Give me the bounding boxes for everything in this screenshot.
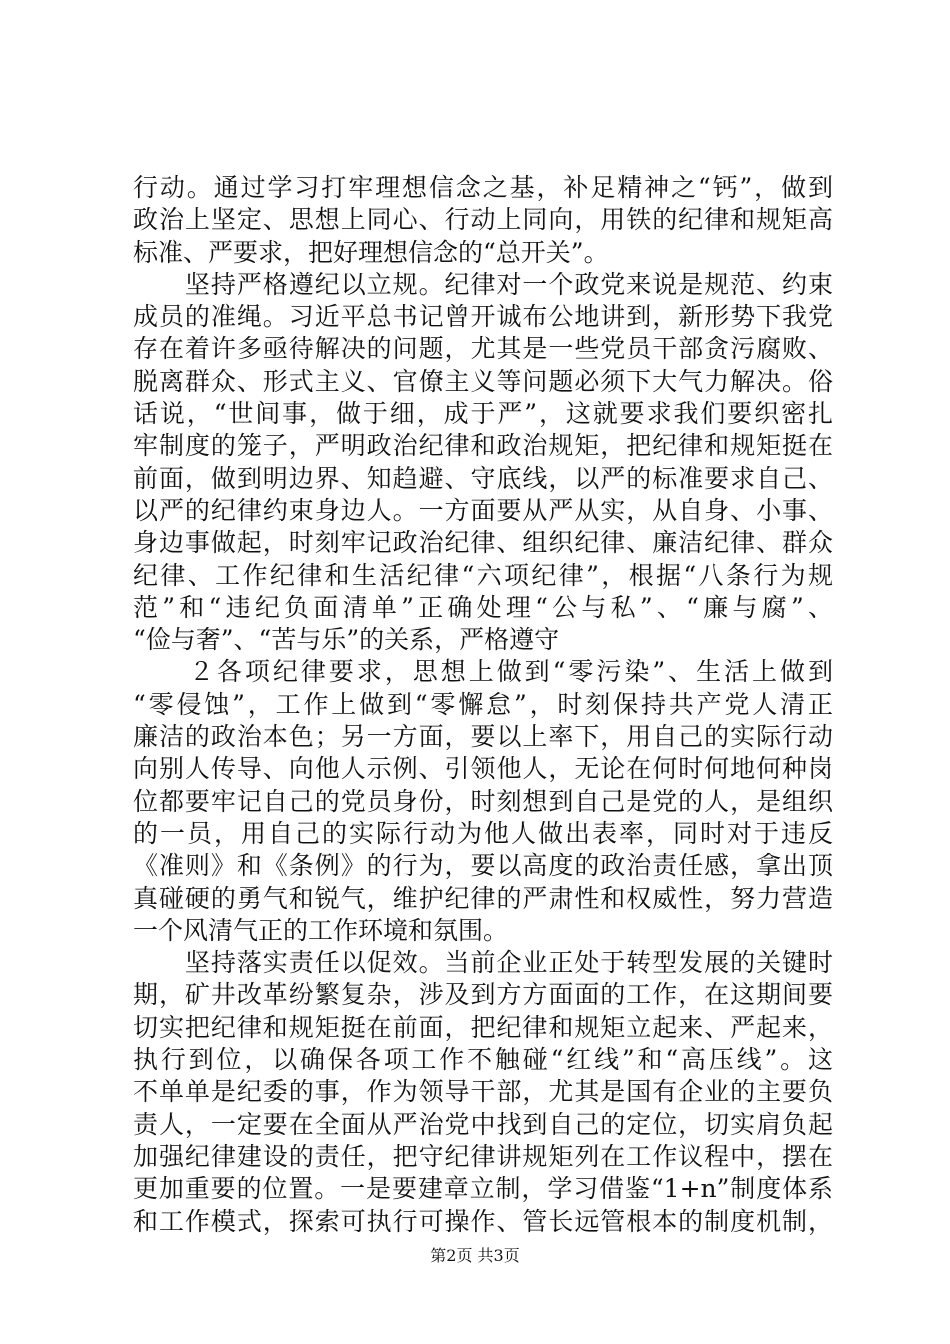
text-line: 位都要牢记自己的党员身份，时刻想到自己是党的人，是组织 <box>133 786 833 816</box>
text-line: 加强纪律建设的责任，把守纪律讲规矩列在工作议程中，摆在 <box>133 1141 833 1171</box>
document-body <box>133 172 833 1238</box>
text-line: 执行到位，以确保各项工作不触碰“红线”和“高压线”。这 <box>133 1045 833 1075</box>
text-line: 向别人传导、向他人示例、引领他人，无论在何时何地何种岗 <box>133 754 833 784</box>
page-footer: 第2页 共3页 <box>430 1246 520 1265</box>
text-line: 存在着许多亟待解决的问题，尤其是一些党员干部贪污腐败、 <box>133 334 833 364</box>
text-line: 坚持严格遵纪以立规。纪律对一个政党来说是规范、约束 <box>133 269 833 299</box>
text-line: “俭与奢”、“苦与乐”的关系，严格遵守 <box>133 625 560 655</box>
text-line: 廉洁的政治本色；另一方面，要以上率下，用自己的实际行动 <box>133 722 833 752</box>
text-line: ２各项纪律要求，思想上做到“零污染”、生活上做到 <box>133 657 833 687</box>
text-line: 成员的准绳。习近平总书记曾开诚布公地讲到，新形势下我党 <box>133 302 833 332</box>
text-line: 期，矿井改革纷繁复杂，涉及到方方面面的工作，在这期间要 <box>133 980 833 1010</box>
text-line: 范”和“违纪负面清单”正确处理“公与私”、“廉与腐”、 <box>133 592 833 622</box>
text-line: 前面，做到明边界、知趋避、守底线，以严的标准要求自己、 <box>133 463 833 493</box>
text-line: 真碰硬的勇气和锐气，维护纪律的严肃性和权威性，努力营造 <box>133 883 833 913</box>
text-line: 牢制度的笼子，严明政治纪律和政治规矩，把纪律和规矩挺在 <box>133 431 833 461</box>
text-line: 一个风清气正的工作环境和氛围。 <box>133 915 509 945</box>
text-line: 身边事做起，时刻牢记政治纪律、组织纪律、廉洁纪律、群众 <box>133 528 833 558</box>
text-line: 政治上坚定、思想上同心、行动上同向，用铁的纪律和规矩高 <box>133 205 833 235</box>
text-line: 纪律、工作纪律和生活纪律“六项纪律”，根据“八条行为规 <box>133 560 833 590</box>
text-line: 更加重要的位置。一是要建章立制，学习借鉴“1+n”制度体系 <box>133 1174 833 1204</box>
text-line: 不单单是纪委的事，作为领导干部，尤其是国有企业的主要负 <box>133 1077 833 1107</box>
text-line: 脱离群众、形式主义、官僚主义等问题必须下大气力解决。俗 <box>133 366 833 396</box>
text-line: “零侵蚀”，工作上做到“零懈怠”，时刻保持共产党人清正 <box>133 689 833 719</box>
text-line: 责人，一定要在全面从严治党中找到自己的定位，切实肩负起 <box>133 1109 833 1139</box>
text-line: 切实把纪律和规矩挺在前面，把纪律和规矩立起来、严起来， <box>133 1012 833 1042</box>
text-line: 《准则》和《条例》的行为，要以高度的政治责任感，拿出顶 <box>133 851 833 881</box>
text-line: 标准、严要求，把好理想信念的“总开关”。 <box>133 237 609 267</box>
text-line: 行动。通过学习打牢理想信念之基，补足精神之“钙”，做到 <box>133 173 833 202</box>
text-line: 话说，“世间事，做于细，成于严”，这就要求我们要织密扎 <box>133 399 833 429</box>
text-line: 以严的纪律约束身边人。一方面要从严从实，从自身、小事、 <box>133 495 833 525</box>
text-line: 的一员，用自己的实际行动为他人做出表率，同时对于违反 <box>133 818 833 848</box>
text-line: 和工作模式，探索可执行可操作、管长远管根本的制度机制， <box>133 1206 833 1236</box>
text-line: 坚持落实责任以促效。当前企业正处于转型发展的关键时 <box>133 948 833 978</box>
